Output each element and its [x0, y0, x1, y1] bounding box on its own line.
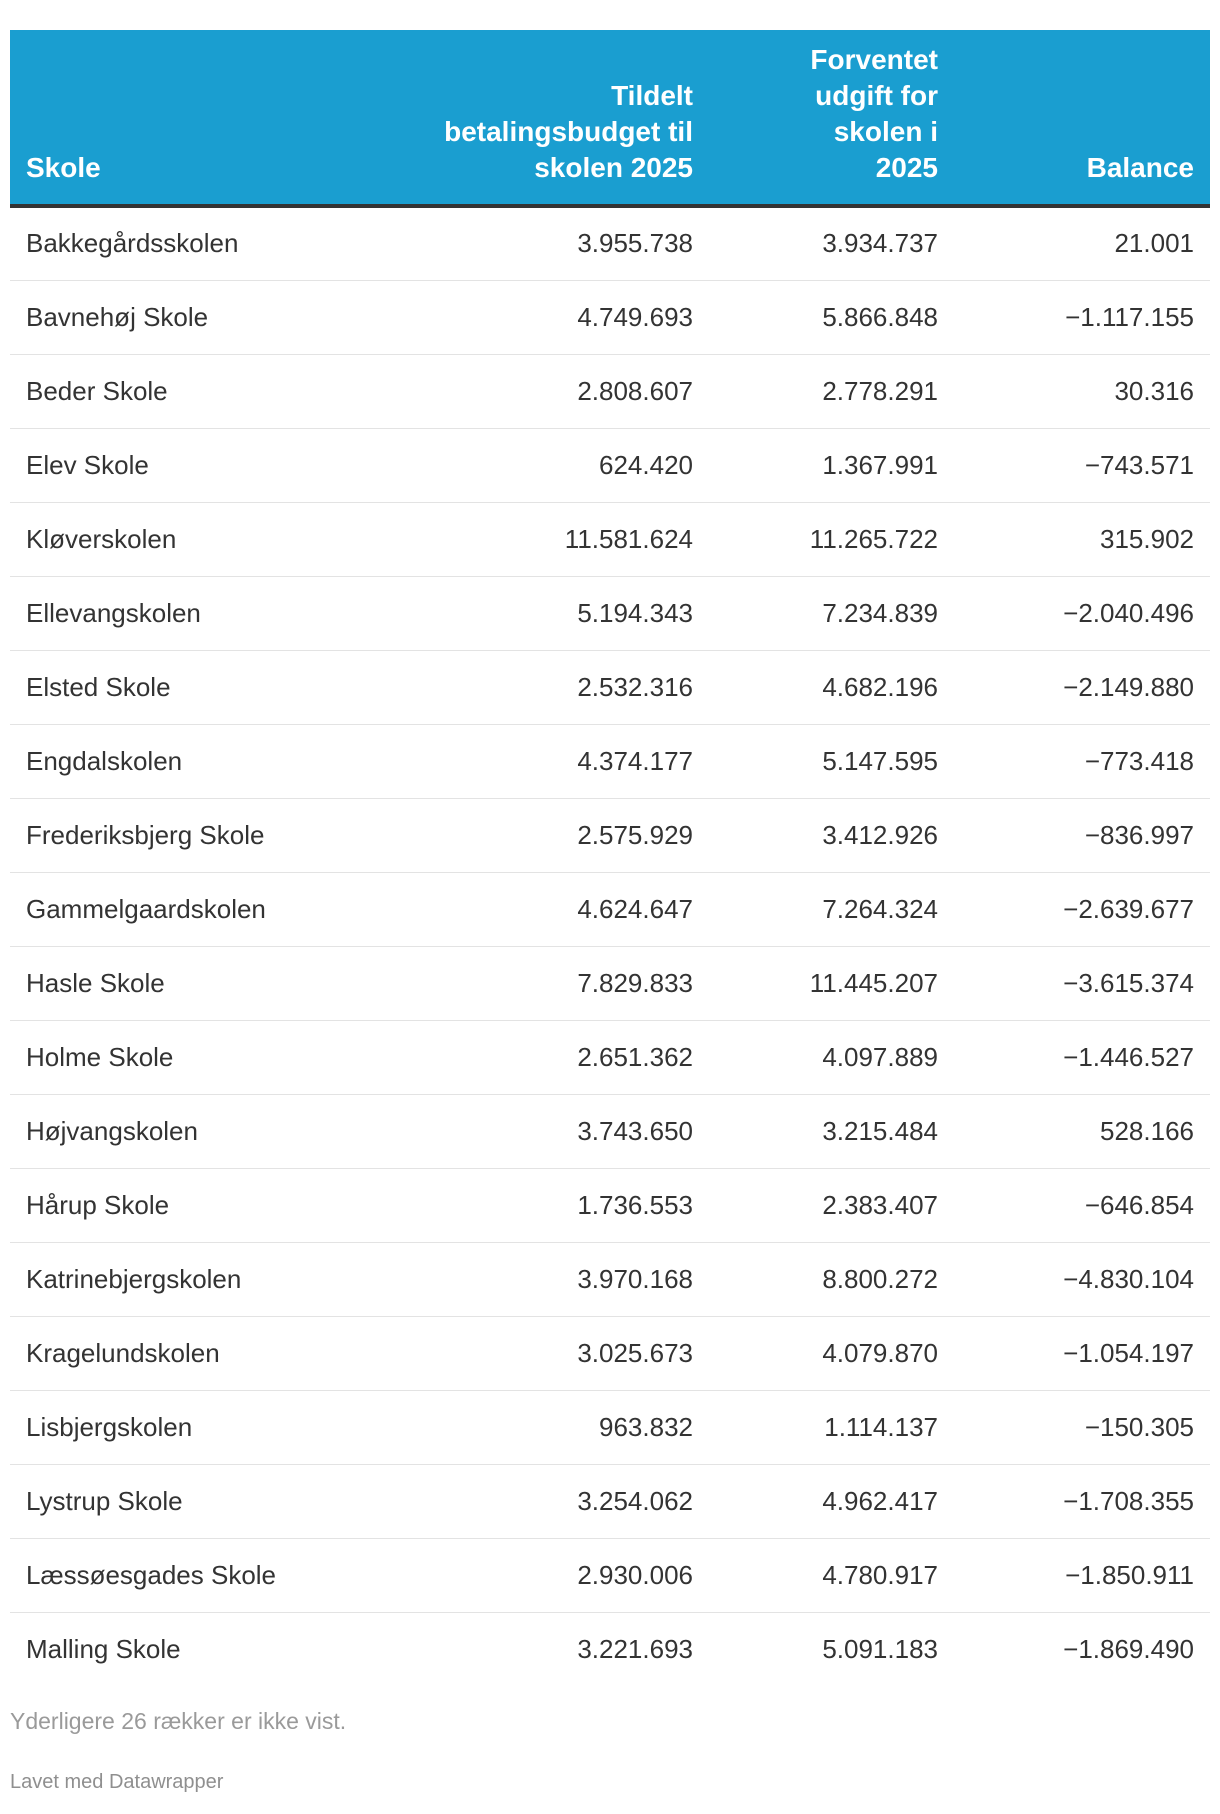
table-row: [10, 502, 1210, 576]
cell-budget: 4.749.693: [402, 280, 709, 354]
cell-expense: 3.412.926: [709, 798, 954, 872]
table-row: [10, 354, 1210, 428]
cell-balance: −2.149.880: [954, 650, 1210, 724]
table-row: [10, 280, 1210, 354]
column-header-budget-line: Tildelt: [611, 80, 693, 111]
cell-expense: 5.866.848: [709, 280, 954, 354]
table-row: [10, 1316, 1210, 1390]
cell-budget: 3.254.062: [402, 1464, 709, 1538]
table-row: [10, 1612, 1210, 1686]
cell-budget: 4.374.177: [402, 724, 709, 798]
cell-expense: 7.234.839: [709, 576, 954, 650]
cell-budget: 2.532.316: [402, 650, 709, 724]
cell-skole: Beder Skole: [10, 354, 402, 428]
cell-expense: 11.445.207: [709, 946, 954, 1020]
cell-budget: 3.955.738: [402, 206, 709, 280]
cell-expense: 7.264.324: [709, 872, 954, 946]
more-rows-note: Yderligere 26 rækker er ikke vist.: [10, 1708, 347, 1734]
column-header-expense-line: skolen i: [833, 116, 938, 147]
cell-balance: −836.997: [954, 798, 1210, 872]
table-row: [10, 724, 1210, 798]
column-header-budget-line: skolen 2025: [534, 152, 693, 183]
cell-skole: Kragelundskolen: [10, 1316, 402, 1390]
cell-budget: 4.624.647: [402, 872, 709, 946]
cell-expense: 4.780.917: [709, 1538, 954, 1612]
column-header-balance[interactable]: [954, 30, 1210, 206]
table-container: [10, 30, 1210, 1794]
cell-skole: Ellevangskolen: [10, 576, 402, 650]
cell-balance: 30.316: [954, 354, 1210, 428]
table-row: [10, 798, 1210, 872]
cell-skole: Engdalskolen: [10, 724, 402, 798]
cell-balance: −1.850.911: [954, 1538, 1210, 1612]
cell-expense: 1.114.137: [709, 1390, 954, 1464]
cell-expense: 3.215.484: [709, 1094, 954, 1168]
cell-skole: Holme Skole: [10, 1020, 402, 1094]
cell-budget: 7.829.833: [402, 946, 709, 1020]
cell-budget: 3.025.673: [402, 1316, 709, 1390]
table-row: [10, 428, 1210, 502]
cell-skole: Katrinebjergskolen: [10, 1242, 402, 1316]
table-row: [10, 946, 1210, 1020]
cell-skole: Hasle Skole: [10, 946, 402, 1020]
cell-expense: 3.934.737: [709, 206, 954, 280]
cell-budget: 3.743.650: [402, 1094, 709, 1168]
table-row: [10, 1168, 1210, 1242]
table-row: [10, 576, 1210, 650]
cell-skole: Elsted Skole: [10, 650, 402, 724]
cell-balance: 528.166: [954, 1094, 1210, 1168]
column-header-skole-label: Skole: [26, 152, 101, 183]
cell-expense: 2.778.291: [709, 354, 954, 428]
cell-balance: −1.054.197: [954, 1316, 1210, 1390]
cell-skole: Lystrup Skole: [10, 1464, 402, 1538]
cell-skole: Lisbjergskolen: [10, 1390, 402, 1464]
cell-expense: 4.079.870: [709, 1316, 954, 1390]
cell-budget: 11.581.624: [402, 502, 709, 576]
cell-skole: Elev Skole: [10, 428, 402, 502]
cell-balance: −743.571: [954, 428, 1210, 502]
cell-budget: 2.575.929: [402, 798, 709, 872]
cell-skole: Frederiksbjerg Skole: [10, 798, 402, 872]
table-row: [10, 1242, 1210, 1316]
table-row: [10, 206, 1210, 280]
cell-skole: Gammelgaardskolen: [10, 872, 402, 946]
table-row: [10, 1020, 1210, 1094]
column-header-expense[interactable]: [709, 30, 954, 206]
cell-balance: −4.830.104: [954, 1242, 1210, 1316]
cell-budget: 3.970.168: [402, 1242, 709, 1316]
table-row: [10, 1464, 1210, 1538]
cell-skole: Læssøesgades Skole: [10, 1538, 402, 1612]
column-header-budget-line: betalingsbudget til: [444, 116, 693, 147]
table-row: [10, 1390, 1210, 1464]
cell-expense: 8.800.272: [709, 1242, 954, 1316]
cell-budget: 1.736.553: [402, 1168, 709, 1242]
cell-balance: −2.639.677: [954, 872, 1210, 946]
cell-skole: Højvangskolen: [10, 1094, 402, 1168]
column-header-balance-label: Balance: [1086, 152, 1194, 183]
column-header-budget[interactable]: [402, 30, 709, 206]
cell-balance: −1.708.355: [954, 1464, 1210, 1538]
cell-skole: Hårup Skole: [10, 1168, 402, 1242]
cell-balance: −773.418: [954, 724, 1210, 798]
column-header-expense-line: udgift for: [815, 80, 938, 111]
cell-skole: Bakkegårdsskolen: [10, 206, 402, 280]
cell-balance: −1.446.527: [954, 1020, 1210, 1094]
cell-balance: −1.117.155: [954, 280, 1210, 354]
cell-balance: 315.902: [954, 502, 1210, 576]
cell-skole: Bavnehøj Skole: [10, 280, 402, 354]
column-header-expense-line: 2025: [875, 152, 938, 183]
datawrapper-credit: Lavet med Datawrapper: [10, 1771, 224, 1793]
cell-balance: −646.854: [954, 1168, 1210, 1242]
cell-balance: 21.001: [954, 206, 1210, 280]
cell-budget: 2.930.006: [402, 1538, 709, 1612]
cell-balance: −2.040.496: [954, 576, 1210, 650]
cell-balance: −1.869.490: [1063, 1633, 1194, 1664]
cell-budget: 2.808.607: [402, 354, 709, 428]
table-body: [10, 206, 1210, 1686]
cell-skole: Kløverskolen: [10, 502, 402, 576]
cell-budget: 624.420: [402, 428, 709, 502]
cell-expense: 5.091.183: [822, 1633, 938, 1664]
column-header-expense-line: Forventet: [810, 44, 938, 75]
cell-expense: 2.383.407: [709, 1168, 954, 1242]
cell-budget: 5.194.343: [402, 576, 709, 650]
table-header-row: [10, 30, 1210, 206]
cell-expense: 4.962.417: [709, 1464, 954, 1538]
table-row: [10, 1538, 1210, 1612]
cell-expense: 1.367.991: [709, 428, 954, 502]
cell-balance: −150.305: [954, 1390, 1210, 1464]
table-row: [10, 650, 1210, 724]
cell-expense: 4.682.196: [709, 650, 954, 724]
cell-balance: −3.615.374: [954, 946, 1210, 1020]
cell-budget: 3.221.693: [577, 1633, 693, 1664]
column-header-skole[interactable]: [10, 30, 402, 206]
table-row: [10, 872, 1210, 946]
cell-expense: 4.097.889: [709, 1020, 954, 1094]
cell-budget: 963.832: [402, 1390, 709, 1464]
cell-skole: Malling Skole: [26, 1633, 181, 1664]
cell-budget: 2.651.362: [402, 1020, 709, 1094]
cell-expense: 5.147.595: [709, 724, 954, 798]
table-row: [10, 1094, 1210, 1168]
cell-expense: 11.265.722: [709, 502, 954, 576]
data-table: [10, 30, 1210, 1686]
